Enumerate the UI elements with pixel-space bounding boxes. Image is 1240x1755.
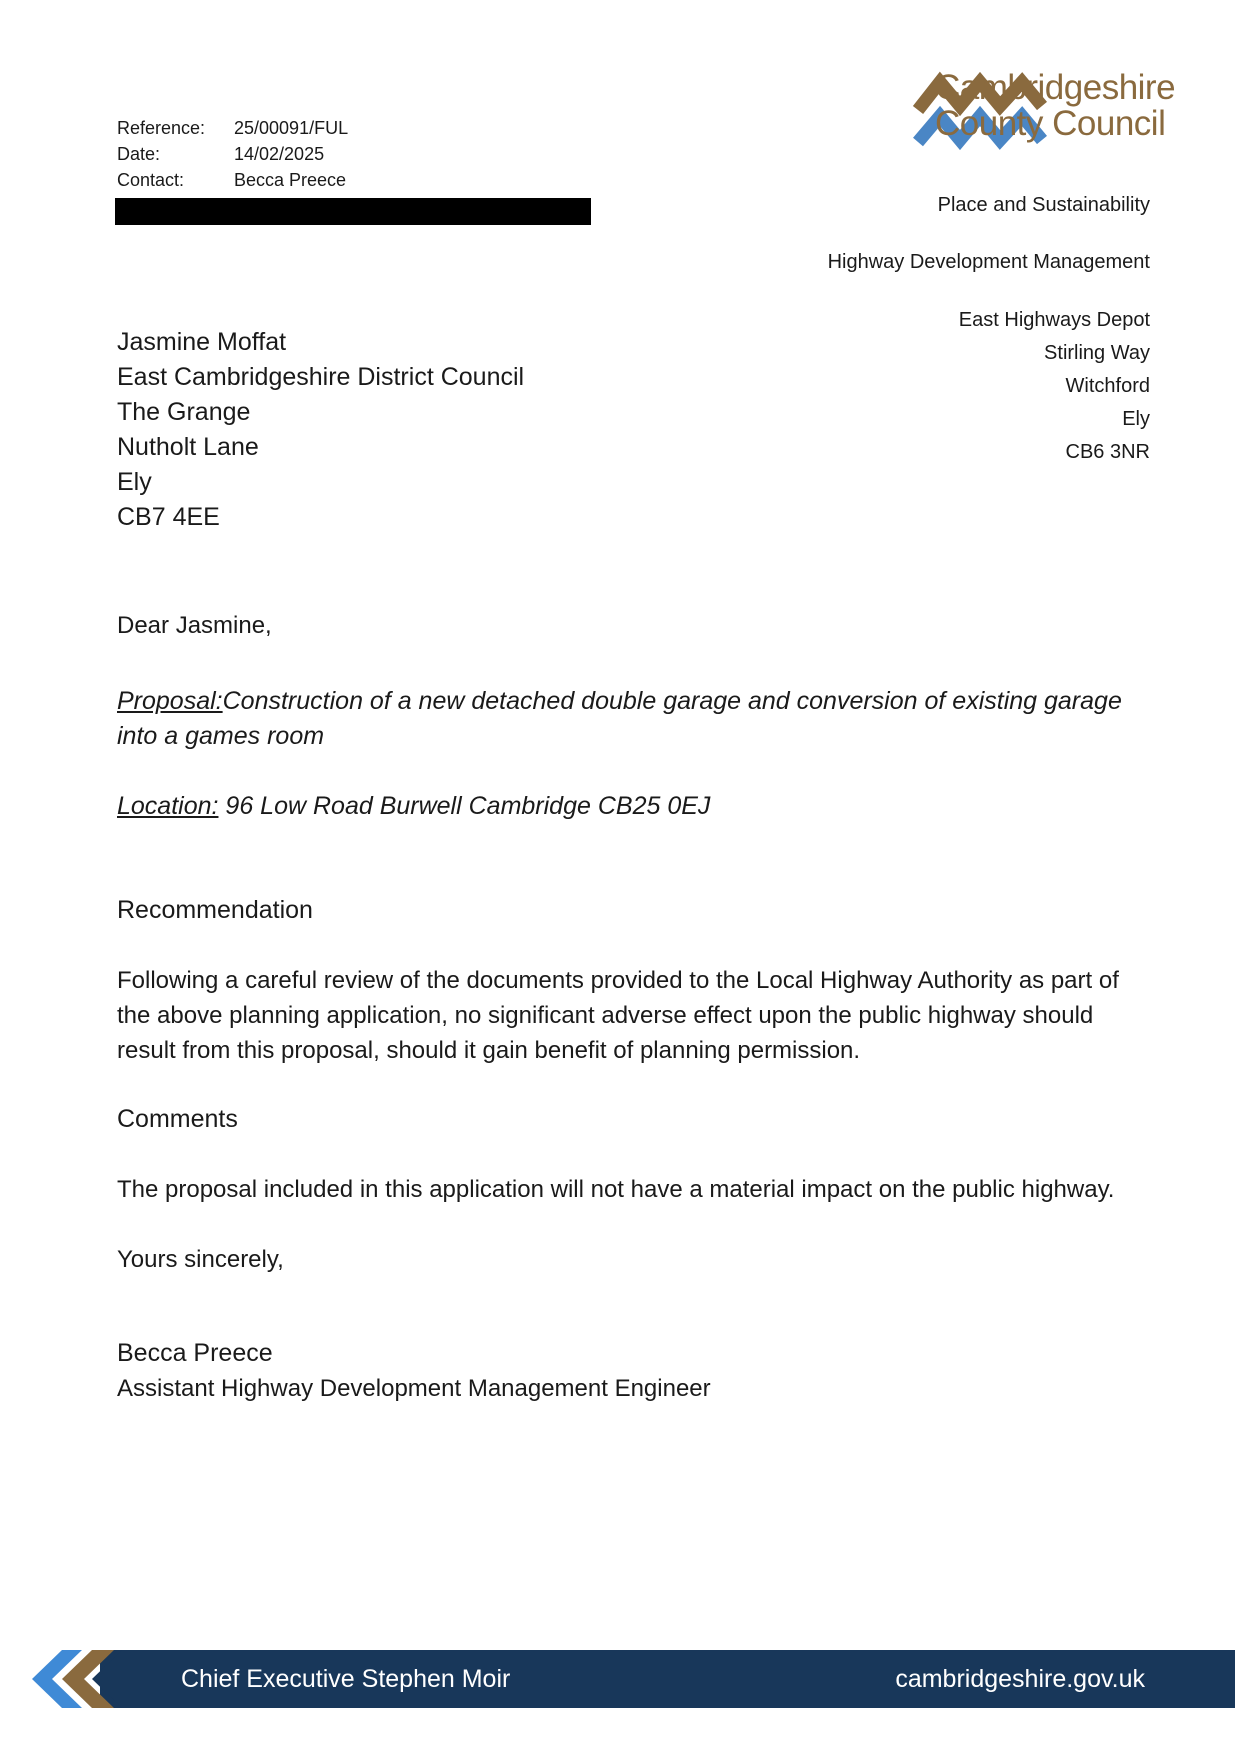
date-row (117, 141, 348, 167)
date-label: Date: (117, 144, 161, 164)
comments-heading: Comments (117, 1105, 238, 1133)
recipient-line: Ely (117, 468, 152, 496)
reference-block (117, 115, 348, 193)
salutation: Dear Jasmine, (117, 612, 272, 639)
council-logo-text (935, 70, 1175, 142)
footer-chief-executive: Chief Executive Stephen Moir (181, 1665, 511, 1693)
sender-address-line: East Highways Depot (958, 309, 1150, 331)
logo-line-1: Cambridgeshire (935, 68, 1176, 107)
footer-website-link[interactable]: cambridgeshire.gov.uk (895, 1665, 1145, 1693)
proposal-label: Proposal: (117, 687, 223, 715)
location (117, 789, 1137, 824)
signatory-title: Assistant Highway Development Management Engineer (117, 1375, 711, 1402)
signatory-name: Becca Preece (117, 1339, 273, 1367)
contact-row (117, 167, 348, 193)
redaction-bar (115, 198, 591, 225)
comments-text: The proposal included in this application will not have a material impact on the public highway. (117, 1176, 1115, 1203)
sender-address-line: Stirling Way (1044, 342, 1150, 364)
logo-line-2: County Council (935, 104, 1166, 143)
recommendation-heading: Recommendation (117, 896, 313, 924)
reference-value: 25/00091/FUL (234, 118, 349, 138)
sender-address-line: Witchford (1065, 375, 1150, 397)
sign-off: Yours sincerely, (117, 1246, 284, 1273)
recipient-line: Nutholt Lane (117, 433, 259, 461)
recommendation-text: Following a careful review of the documents provided to the Local Highway Authority as part of the above planning application, no significant adverse effect upon the public highway should result from this proposal, should it gain benefit of planning permission. (117, 967, 1119, 1064)
sender-address-line: CB6 3NR (1065, 441, 1150, 463)
date-value: 14/02/2025 (234, 144, 325, 164)
sender-address (959, 304, 1150, 469)
contact-label: Contact: (117, 170, 185, 190)
reference-label: Reference: (117, 118, 206, 138)
recipient-line: The Grange (117, 398, 251, 426)
reference-row (117, 115, 348, 141)
recipient-address (117, 325, 524, 535)
recipient-line: CB7 4EE (117, 503, 220, 531)
location-label: Location: (117, 792, 219, 820)
sender-address-line: Ely (1122, 408, 1150, 430)
recipient-line: East Cambridgeshire District Council (117, 363, 525, 391)
proposal-text: Construction of a new detached double garage and conversion of existing garage into a games room (117, 687, 1122, 750)
team-name: Highway Development Management (827, 251, 1150, 273)
department-name: Place and Sustainability (937, 194, 1150, 216)
proposal (117, 684, 1137, 754)
contact-value: Becca Preece (234, 170, 347, 190)
recipient-line: Jasmine Moffat (117, 328, 287, 356)
chevron-icon (30, 1650, 145, 1708)
location-text: 96 Low Road Burwell Cambridge CB25 0EJ (225, 792, 711, 820)
